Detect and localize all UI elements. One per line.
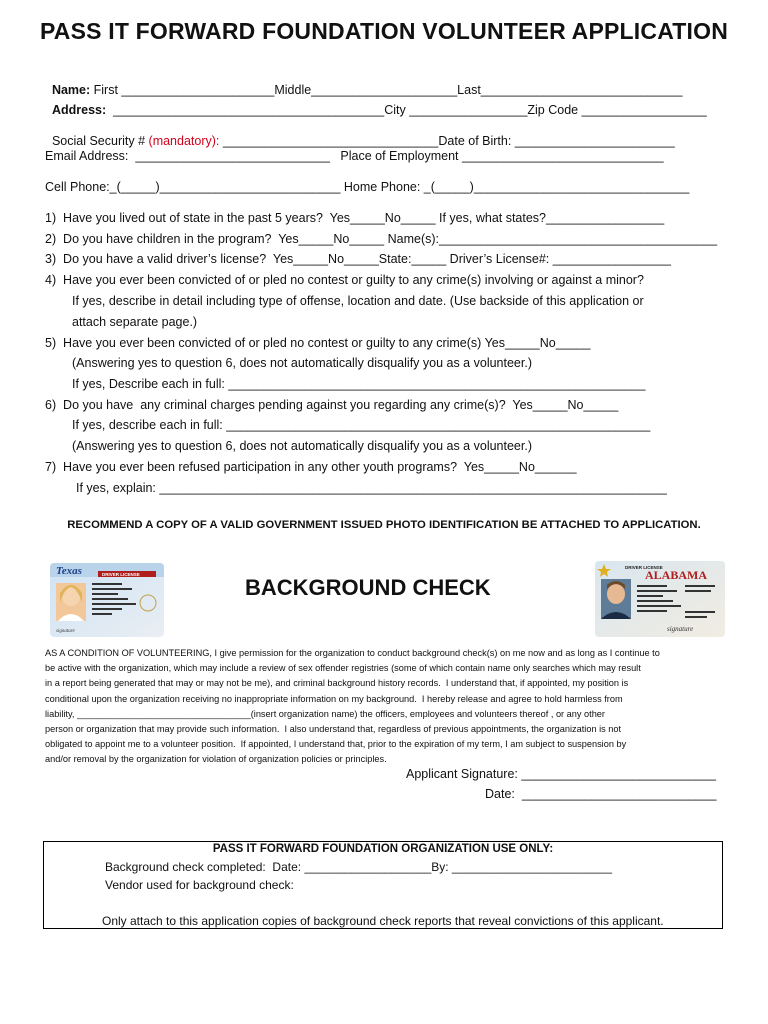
address-label: Address: (51, 103, 107, 117)
texas-id-state: Texas (56, 565, 82, 577)
address-fields[interactable]: _______________________________________City _________________Zip Code __________________ (106, 103, 707, 117)
signature-date-field[interactable]: Date: ____________________________ (485, 787, 717, 801)
page-title: PASS IT FORWARD FOUNDATION VOLUNTEER APPLICATION (39, 18, 729, 44)
question-4: 4) Have you ever been convicted of or pled no contest or guilty to any crime(s) involving or against a minor? (45, 273, 644, 287)
consent-line: conditional upon the organization receiving no inappropriate information on my background. I hereby release and agree to hold harmless from (45, 693, 623, 704)
consent-paragraph (45, 646, 725, 768)
question-2[interactable]: 2) Do you have children in the program? Yes_____No_____ Name(s):________________________________________ (45, 232, 718, 246)
question-6-describe[interactable]: If yes, describe each in full: _____________________________________________________________ (72, 418, 651, 432)
consent-line: in a report being generated that may or may not be me), and criminal background history records. I understand that, if appointed, my position is (45, 678, 629, 689)
alabama-id-state: ALABAMA (645, 568, 707, 582)
alabama-id-image (595, 561, 725, 637)
texas-id-type: DRIVER LICENSE (102, 572, 140, 577)
address-row[interactable] (45, 86, 707, 118)
organization-use-box (43, 841, 723, 929)
question-7[interactable]: 7) Have you ever been refused participation in any other youth programs? Yes_____No______ (45, 460, 577, 474)
vendor-field[interactable]: Vendor used for background check: (105, 878, 294, 892)
svg-text:signature: signature (56, 629, 75, 634)
question-1[interactable]: 1) Have you lived out of state in the past 5 years? Yes_____No_____ If yes, what states?_________________ (45, 211, 665, 225)
question-6[interactable]: 6) Do you have any criminal charges pending against you regarding any crime(s)? Yes_____No_____ (45, 398, 619, 412)
recommend-notice: RECOMMEND A COPY OF A VALID GOVERNMENT ISSUED PHOTO IDENTIFICATION BE ATTACHED TO APPLICATION. (67, 519, 701, 531)
org-box-title: PASS IT FORWARD FOUNDATION ORGANIZATION USE ONLY: (212, 843, 554, 855)
alabama-id-type: DRIVER LICENSE (625, 565, 663, 570)
consent-line: obligated to appoint me to a volunteer position. If appointed, I understand that, prior to the expiration of my term, I am subject to suspension by (45, 739, 627, 750)
question-7-explain[interactable]: If yes, explain: _________________________________________________________________________ (76, 481, 667, 495)
background-check-completed-field[interactable]: Background check completed: Date: ___________________By: ________________________ (105, 860, 613, 874)
consent-line: person or organization that may provide such information. I also understand that, regardless of previous appointments, the organization is not (45, 724, 622, 735)
org-box-note: Only attach to this application copies of background check reports that reveal convictions of this applicant. (102, 914, 664, 928)
question-6-note: (Answering yes to question 6, does not automatically disqualify you as a volunteer.) (72, 439, 532, 453)
applicant-signature-field[interactable]: Applicant Signature: ____________________________ (406, 767, 717, 781)
consent-line: be active with the organization, which may include a review of sex offender registries (some of which contain name only searches which may result (45, 663, 641, 674)
question-5[interactable]: 5) Have you ever been convicted of or pled no contest or guilty to any crime(s) Yes_____No_____ (45, 336, 591, 350)
mandatory-label: (mandatory): (148, 134, 220, 148)
name-label: Name: (51, 83, 91, 97)
phone-row[interactable]: Cell Phone:_(_____)__________________________ Home Phone: _(_____)_______________________________ (45, 180, 690, 194)
email-row[interactable]: Email Address: ____________________________ Place of Employment _____________________________ (45, 149, 664, 163)
ssn-row[interactable] (45, 117, 675, 149)
question-5-describe[interactable]: If yes, Describe each in full: ____________________________________________________________ (72, 377, 646, 391)
question-5-note: (Answering yes to question 6, does not automatically disqualify you as a volunteer.) (72, 356, 532, 370)
question-4-detail-2: attach separate page.) (72, 315, 198, 329)
texas-id-image (50, 563, 164, 637)
background-check-heading: BACKGROUND CHECK (245, 575, 491, 600)
ssn-label: Social Security # (51, 134, 149, 148)
consent-line: AS A CONDITION OF VOLUNTEERING, I give permission for the organization to conduct background check(s) on me now and as long as I continue to (45, 648, 660, 658)
name-fields[interactable]: First ______________________Middle_____________________Last_____________________________ (90, 83, 683, 97)
question-3[interactable]: 3) Do you have a valid driver’s license? Yes_____No_____State:_____ Driver’s License#: _________________ (45, 252, 671, 266)
question-4-detail: If yes, describe in detail including type of offense, location and date. (Use backside of this application or (72, 294, 644, 308)
ssn-dob-fields[interactable]: _______________________________Date of Birth: _______________________ (219, 134, 675, 148)
consent-line-org-name[interactable]: liability, __________________________________(insert organization name) the officers, employees and volunteers thereof , or any other (45, 708, 605, 719)
consent-line: and/or removal by the organization for violation of organization policies or principles. (45, 754, 387, 765)
svg-text:signature: signature (667, 625, 694, 633)
